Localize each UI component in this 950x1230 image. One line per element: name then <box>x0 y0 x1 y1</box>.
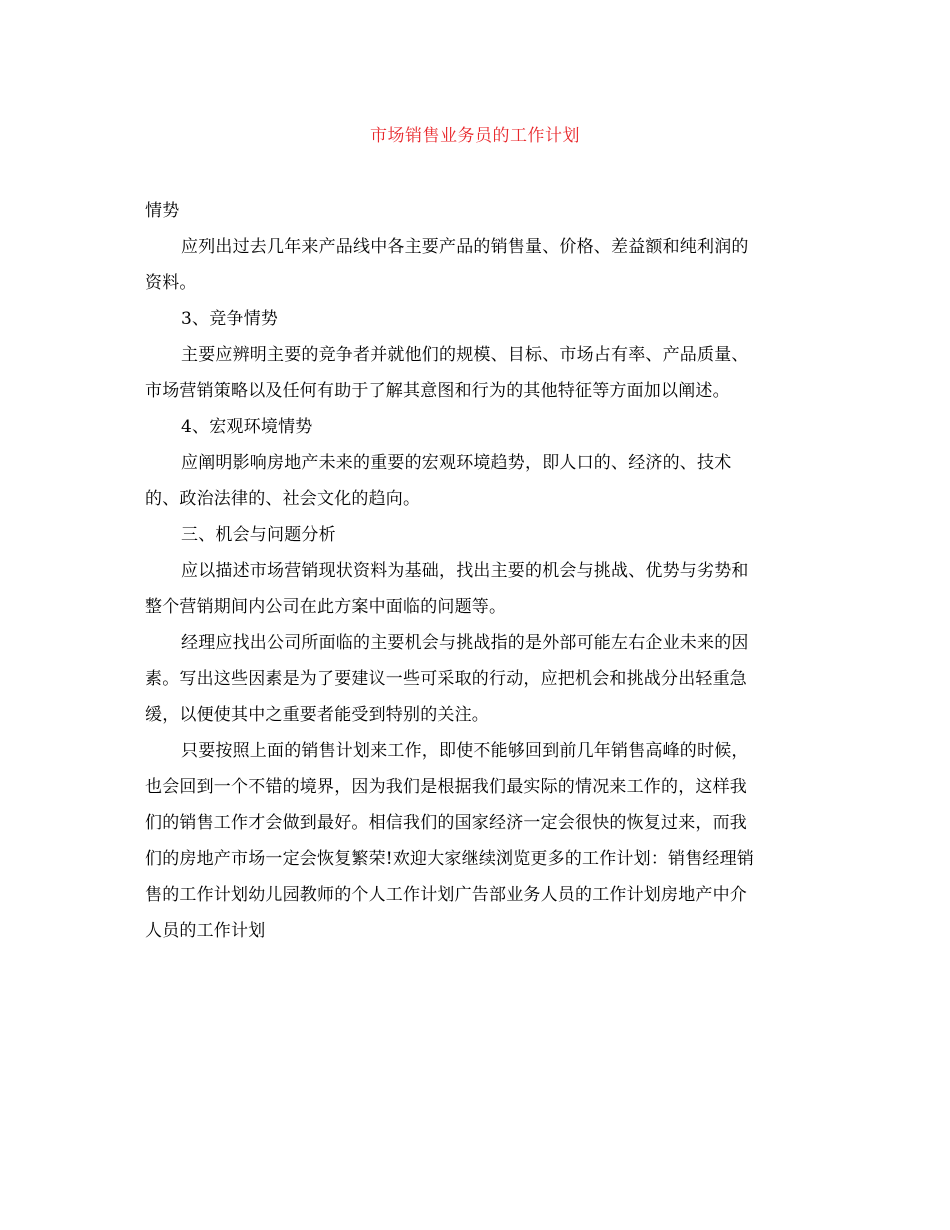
paragraph-line: 主要应辨明主要的竞争者并就他们的规模、目标、市场占有率、产品质量、 <box>181 345 749 365</box>
paragraph-line: 售的工作计划幼儿园教师的个人工作计划广告部业务人员的工作计划房地产中介 <box>145 885 747 905</box>
section-heading: 3、竞争情势 <box>181 309 279 329</box>
section-heading: 4、宏观环境情势 <box>181 417 313 437</box>
paragraph-line: 缓，以便使其中之重要者能受到特别的关注。 <box>145 705 489 725</box>
section-heading: 情势 <box>145 201 180 221</box>
paragraph-line: 的、政治法律的、社会文化的趋向。 <box>145 489 421 509</box>
paragraph-line: 只要按照上面的销售计划来工作，即使不能够回到前几年销售高峰的时候， <box>181 741 749 761</box>
document-body <box>145 193 805 949</box>
paragraph-line: 人员的工作计划 <box>145 921 266 941</box>
document-title: 市场销售业务员的工作计划 <box>370 126 580 146</box>
paragraph-line: 资料。 <box>145 273 197 293</box>
paragraph-line: 经理应找出公司所面临的主要机会与挑战指的是外部可能左右企业未来的因 <box>181 633 749 653</box>
paragraph-line: 素。写出这些因素是为了要建议一些可采取的行动，应把机会和挑战分出轻重急 <box>145 669 747 689</box>
paragraph-line: 应阐明影响房地产未来的重要的宏观环境趋势，即人口的、经济的、技术 <box>181 453 732 473</box>
section-heading: 三、机会与问题分析 <box>181 525 336 545</box>
paragraph-line: 们的销售工作才会做到最好。相信我们的国家经济一定会很快的恢复过来，而我 <box>145 813 747 833</box>
paragraph-line: 也会回到一个不错的境界，因为我们是根据我们最实际的情况来工作的，这样我 <box>145 777 747 797</box>
paragraph-line: 们的房地产市场一定会恢复繁荣!欢迎大家继续浏览更多的工作计划：销售经理销 <box>145 849 755 869</box>
paragraph-line: 应以描述市场营销现状资料为基础，找出主要的机会与挑战、优势与劣势和 <box>181 561 749 581</box>
paragraph-line: 市场营销策略以及任何有助于了解其意图和行为的其他特征等方面加以阐述。 <box>145 381 730 401</box>
paragraph-line: 应列出过去几年来产品线中各主要产品的销售量、价格、差益额和纯利润的 <box>181 237 749 257</box>
paragraph-line: 整个营销期间内公司在此方案中面临的问题等。 <box>145 597 507 617</box>
